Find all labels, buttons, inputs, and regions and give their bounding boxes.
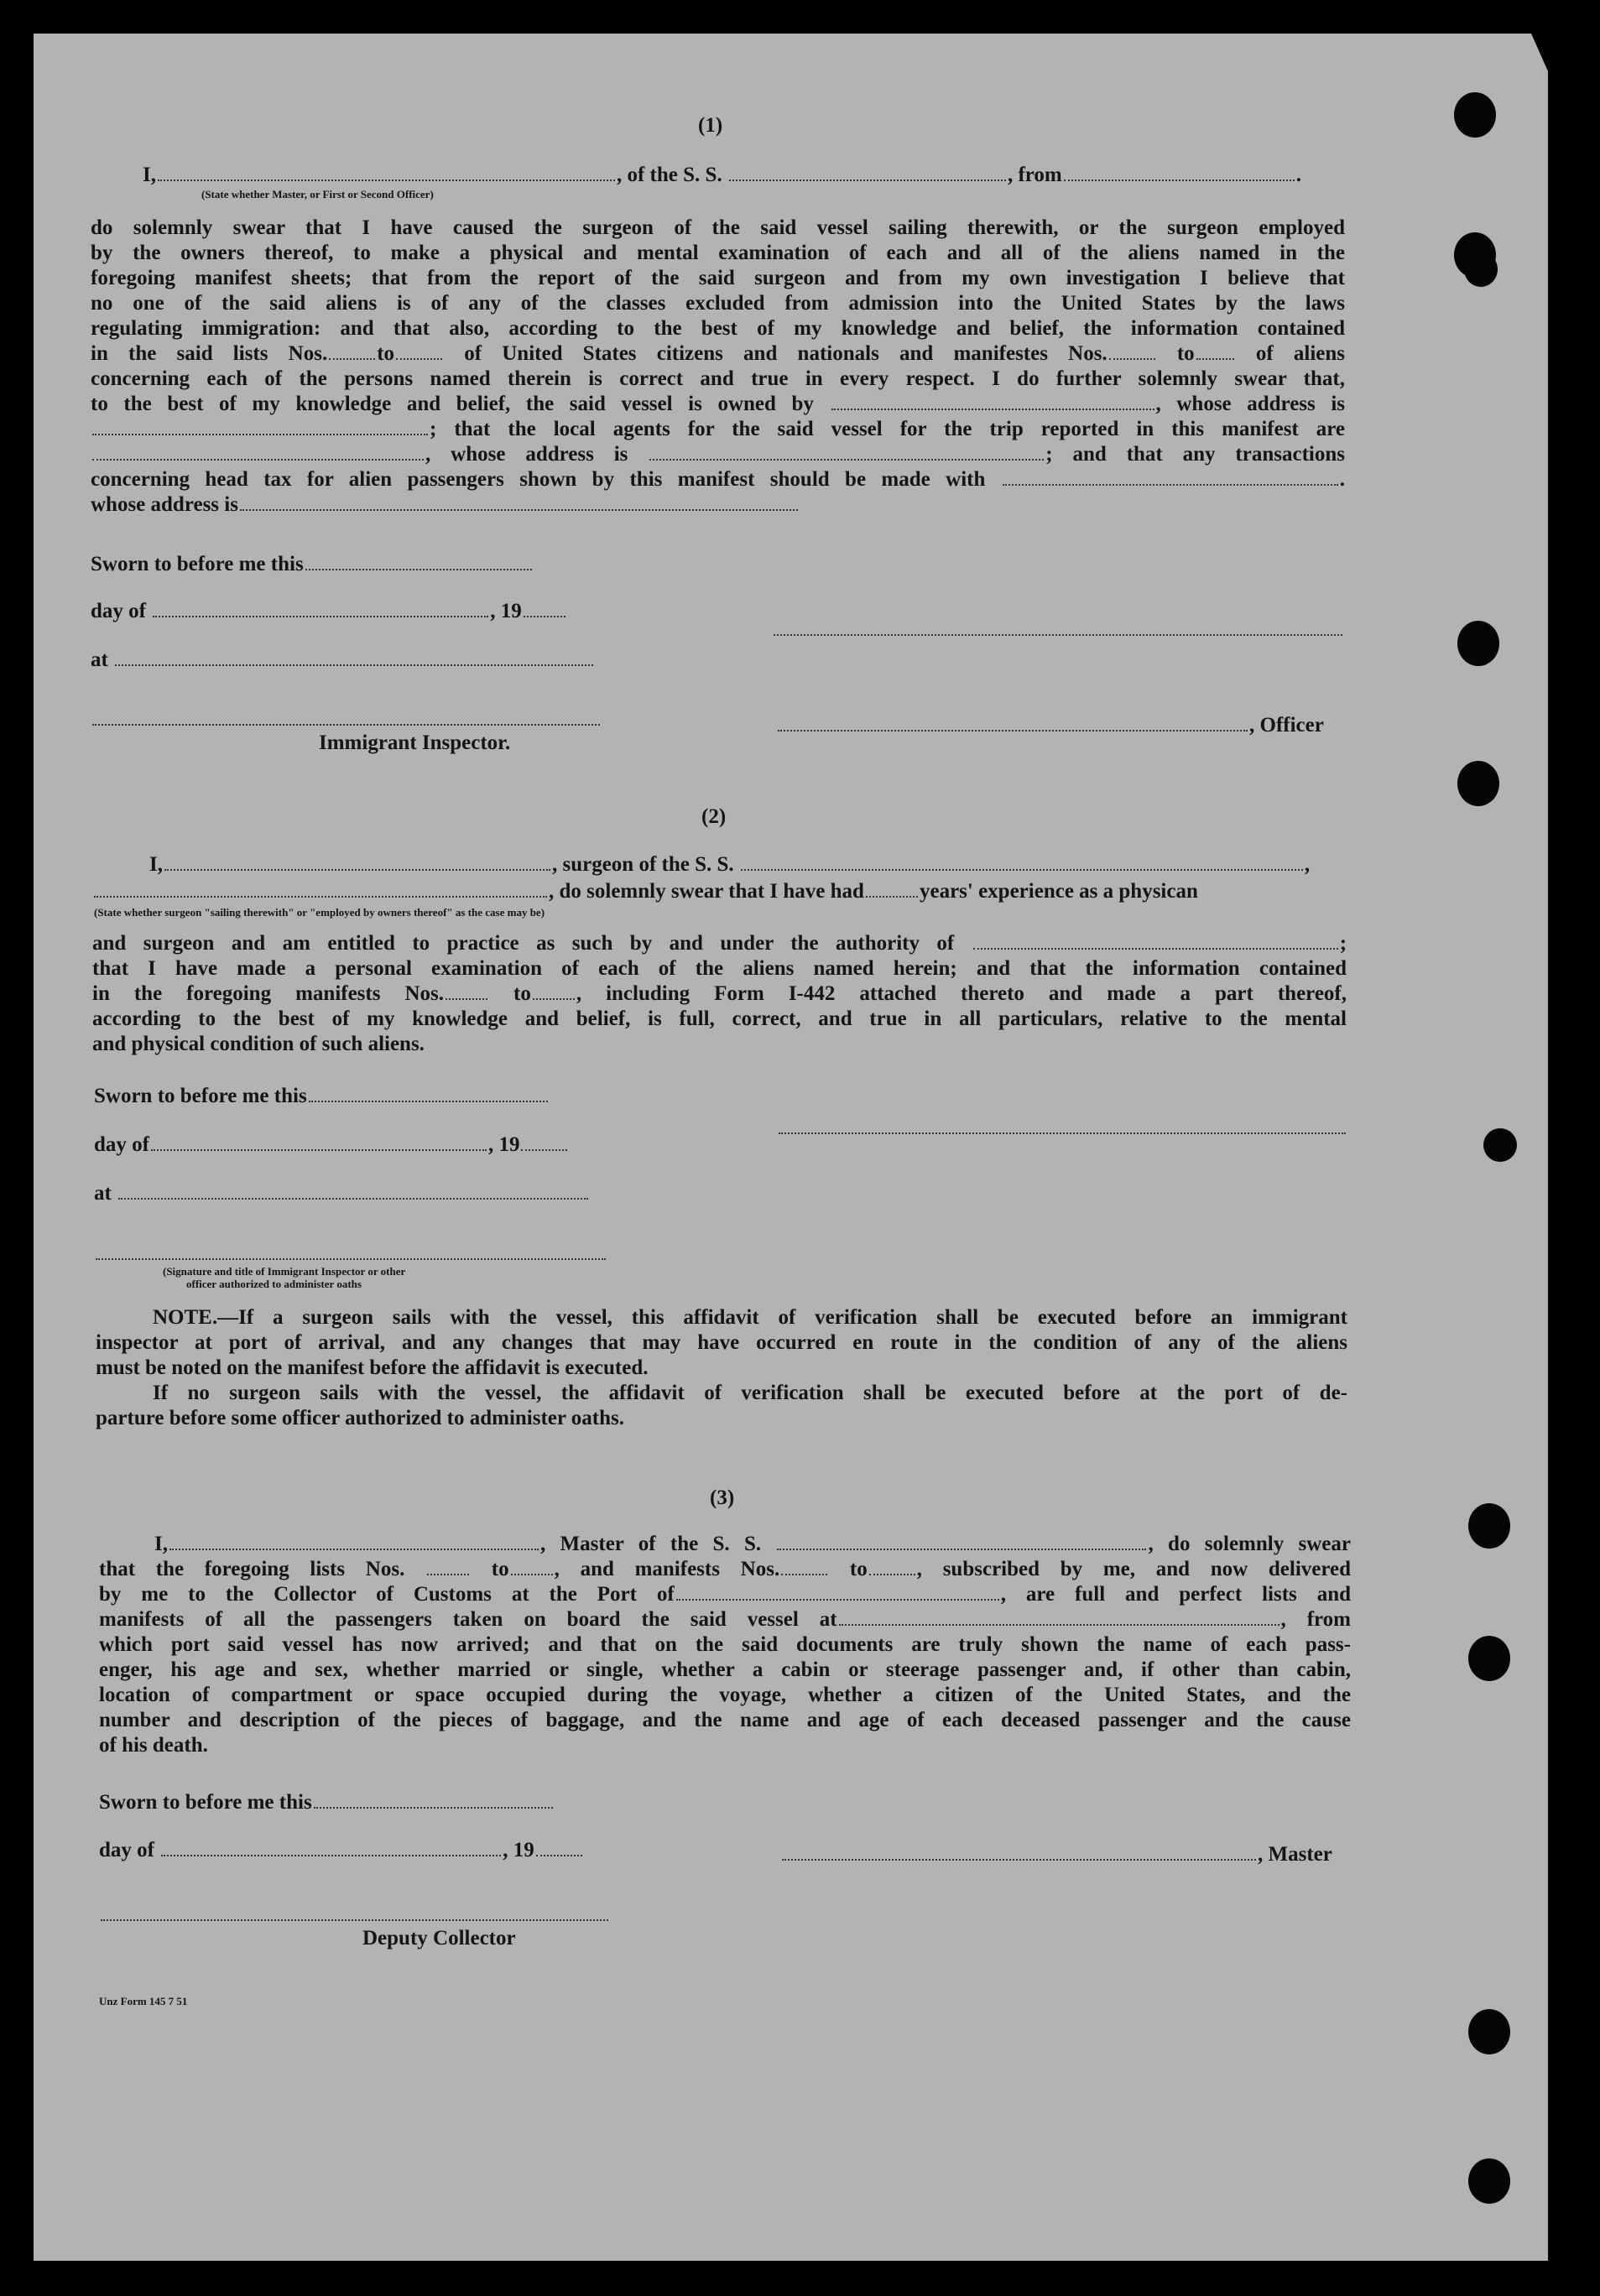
head-tax-field[interactable] [1003,469,1338,486]
surgeon-line: I, , surgeon of the S. S. , [149,853,1311,876]
line: whose address is [91,493,800,516]
line: regulating immigration: and that also, according to the best of my knowledge and belief, the information contained [91,317,1345,340]
line: in the foregoing manifests Nos. to , including Form I-442 attached thereto and made a part thereof, [92,982,1347,1005]
line: parture before some officer authorized to administer oaths. [96,1407,624,1429]
manifests-to-field[interactable] [1196,343,1234,360]
officer-line [143,163,1301,188]
line: , whose address is ; and that any transactions [91,442,1345,467]
punch-hole [1468,1636,1510,1681]
section-1-body [91,216,1345,518]
lists-from-field[interactable] [427,1559,469,1575]
sworn-day-field[interactable] [305,554,532,570]
text: , of the S. S. [616,164,722,186]
sworn-day-field[interactable] [309,1086,548,1102]
line: manifests of all the passengers taken on board the said vessel at , from [99,1608,1351,1631]
manifests-from-field[interactable] [1109,343,1155,360]
sworn-line-1: Sworn to before me this [91,552,534,577]
surgeon-line-2: , do solemnly swear that I have had years' experience as a physican [92,879,1198,904]
surgeon-status-field[interactable] [94,881,547,898]
line: no one of the said aliens is of any of the classes excluded from admission into the United States by the laws [91,292,1345,315]
line: enger, his age and sex, whether married or single, whether a cabin or steerage passenger and, if other than cabin, [99,1658,1351,1681]
owner-field[interactable] [831,393,1154,410]
sworn-line-2: Sworn to before me this [94,1084,550,1109]
line: concerning head tax for alien passengers shown by this manifest should be made with . [91,468,1346,491]
line: foregoing manifest sheets; that from the report of the said surgeon and from my own investigation I believe that [91,267,1345,289]
master-vessel-field[interactable] [777,1533,1146,1550]
punch-hole [1483,1128,1517,1162]
signature-note-1: (Signature and title of Immigrant Inspector or other [163,1265,406,1278]
line: location of compartment or space occupied during the voyage, whether a citizen of the United States, and the [99,1684,1351,1706]
line: and physical condition of such aliens. [92,1033,425,1055]
line: concerning each of the persons named therein is correct and true in every respect. I do further solemnly swear that, [91,367,1345,390]
surgeon-name-field[interactable] [164,854,550,871]
master-signature-field[interactable] [782,1844,1256,1861]
line: If no surgeon sails with the vessel, the affidavit of verification shall be executed before at the port of de- [153,1382,1347,1404]
line: NOTE.—If a surgeon sails with the vessel, this affidavit of verification shall be executed before an immigrant [153,1306,1347,1329]
line: that the foregoing lists Nos. to , and manifests Nos. to , subscribed by me, and now delivered [99,1558,1352,1580]
line: of his death. [99,1734,208,1757]
punch-hole [1464,252,1498,287]
from-port-field[interactable] [1064,164,1295,181]
authority-field[interactable] [973,933,1338,950]
line: that I have made a personal examination of each of the aliens named herein; and that the information contained [92,957,1347,980]
officer-signature-line[interactable] [774,634,1342,636]
form-number: Unz Form 145 7 51 [99,1995,188,2007]
officer-title-field[interactable] [778,715,1248,731]
day-line-2: day of , 19 [94,1132,569,1158]
line: ; that the local agents for the said vessel for the trip reported in this manifest are [91,417,1345,442]
year-field[interactable] [521,1134,567,1151]
line: by me to the Collector of Customs at the Port of , are full and perfect lists and [99,1583,1351,1606]
port-field[interactable] [676,1584,999,1601]
boarding-port-field[interactable] [839,1609,1279,1626]
manifests-from-field[interactable] [781,1559,827,1575]
note-block [96,1305,1347,1431]
signature-note-2: officer authorized to administer oaths [186,1278,362,1290]
section-2-body [92,931,1347,1057]
line: to the best of my knowledge and belief, the said vessel is owned by , whose address is [91,393,1346,415]
at-line-2: at [94,1181,590,1206]
deputy-collector-label: Deputy Collector [362,1927,516,1950]
line: in the said lists Nos. to of United States citizens and nationals and manifestes Nos. to of aliens [91,342,1346,365]
line: number and description of the pieces of baggage, and the name and age of each deceased passenger and the cause [99,1709,1351,1731]
sworn-day-field[interactable] [314,1792,553,1809]
punch-hole [1468,2158,1510,2204]
line: do solemnly swear that I have caused the surgeon of the said vessel sailing therewith, or the surgeon employed [91,216,1345,239]
day-of-field[interactable] [151,1134,487,1151]
day-line-1: day of , 19 [91,599,567,624]
line: by the owners thereof, to make a physical and mental examination of each and all of the aliens named in the [91,242,1345,264]
officer-note: (State whether Master, or First or Second Officer) [201,188,434,200]
owner-address-field[interactable] [92,419,428,435]
agents-field[interactable] [92,444,424,461]
year-field[interactable] [524,601,565,617]
at-field[interactable] [118,1183,588,1200]
day-line-3: day of , 19 [99,1838,584,1863]
at-line-1: at [91,648,595,673]
punch-hole [1454,92,1496,138]
officer-signature: , Officer [776,713,1324,738]
years-field[interactable] [866,881,918,898]
line: according to the best of my knowledge and belief, is full, correct, and true in all particulars, relative to the mental [92,1007,1347,1030]
manifest-to-field[interactable] [533,983,575,1000]
surgeon-note: (State whether surgeon "sailing therewith" or "employed by owners thereof" as the case may be) [94,906,545,919]
day-of-field[interactable] [153,601,488,617]
lists-to-field[interactable] [396,343,442,360]
at-field[interactable] [115,649,593,666]
year-field[interactable] [536,1840,582,1856]
text: , from [1007,164,1062,186]
lists-from-field[interactable] [329,343,375,360]
text: I, [143,164,156,186]
sworn-line-3: Sworn to before me this [99,1790,555,1815]
lists-to-field[interactable] [511,1559,553,1575]
line: and surgeon and am entitled to practice as such by and under the authority of ; [92,932,1347,955]
section-3-body [99,1532,1351,1758]
agents-address-field[interactable] [649,444,1044,461]
section-3-number: (3) [710,1486,735,1509]
deputy-signature-line[interactable] [101,1919,608,1921]
punch-hole [1457,621,1499,666]
manifests-to-field[interactable] [869,1559,915,1575]
surgeon-vessel-field[interactable] [741,854,1303,871]
inspector-signature-line[interactable] [92,724,600,726]
section-1-number: (1) [698,114,723,137]
line: which port said vessel has now arrived; and that on the said documents are truly shown the name of each pass- [99,1633,1351,1656]
immigrant-inspector-label: Immigrant Inspector. [319,731,511,754]
officer-name-field[interactable] [158,164,615,181]
section-2-number: (2) [701,805,727,828]
head-tax-address-field[interactable] [240,494,798,511]
punch-hole [1468,2009,1510,2054]
vessel-name-field[interactable] [729,164,1006,181]
manifest-from-field[interactable] [446,983,487,1000]
surgeon-signature-line[interactable] [779,1132,1346,1134]
punch-hole [1468,1503,1510,1549]
day-of-field[interactable] [161,1840,501,1856]
authorized-signature-line[interactable] [96,1258,606,1260]
master-name-field[interactable] [169,1533,539,1550]
line: I, , Master of the S. S. , do solemnly swear [154,1533,1352,1555]
punch-hole [1457,761,1499,806]
line: must be noted on the manifest before the affidavit is executed. [96,1356,649,1379]
text: . [1295,164,1301,186]
line: inspector at port of arrival, and any changes that may have occurred en route in the condition of any of the aliens [96,1331,1347,1354]
master-signature: , Master [780,1842,1332,1867]
